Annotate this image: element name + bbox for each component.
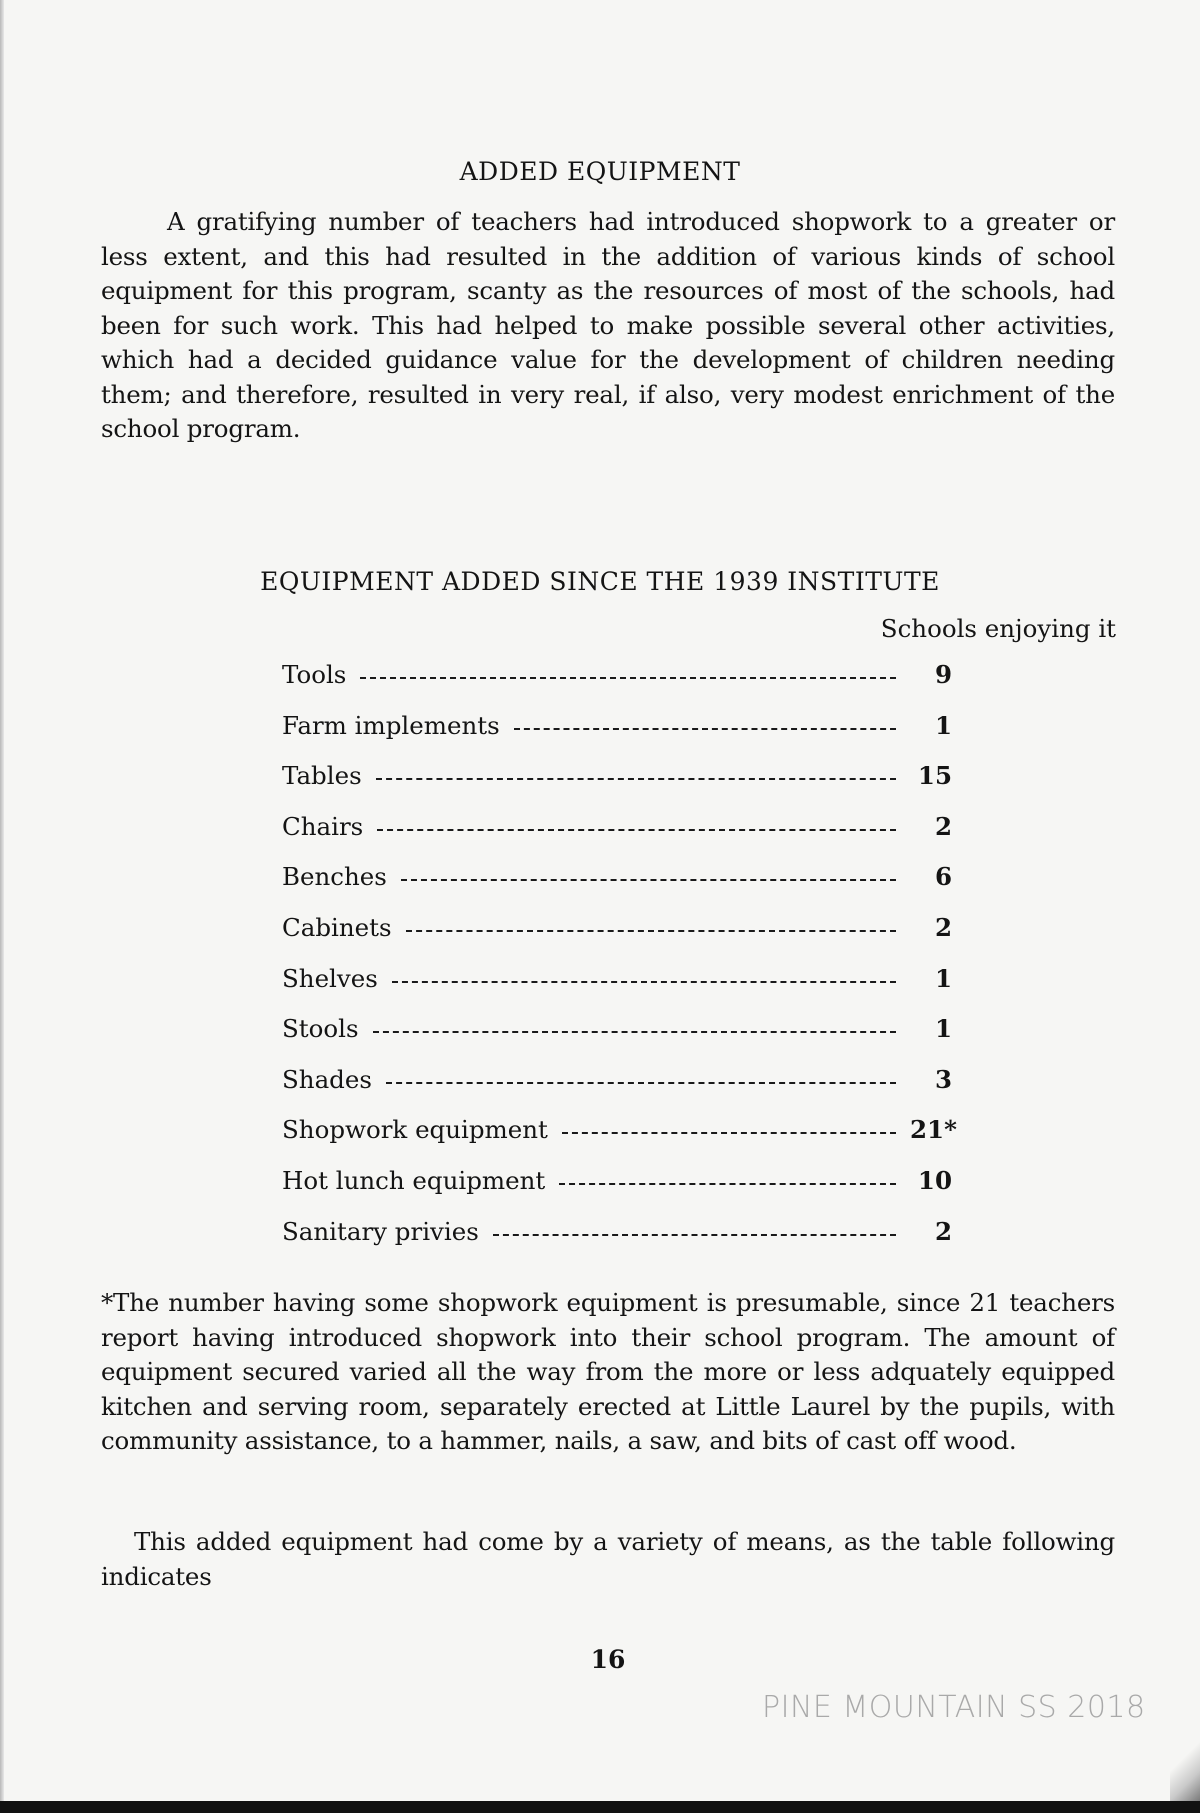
item-count: 6 — [934, 862, 952, 892]
item-label: Shades — [282, 1064, 372, 1094]
table-row — [282, 964, 952, 1015]
column-header: Schools enjoying it — [880, 614, 1116, 643]
item-count: 1 — [934, 1014, 952, 1044]
dot-leader — [360, 677, 896, 679]
item-label: Shopwork equipment — [282, 1115, 548, 1145]
footnote: *The number having some shopwork equipment is presumable, since 21 teachers report having introduced shopwork into their school program. The amount of equipment secured varied all the way from the more or less adquately equipped kitchen and serving room, separately erected at Little Laurel by the pupils, with community assistance, to a hammer, nails, a saw, and bits of cast off wood. — [101, 1288, 1115, 1455]
item-label: Tools — [282, 660, 347, 689]
dot-leader — [514, 728, 896, 730]
item-count: 10 — [917, 1165, 952, 1195]
table-row — [282, 711, 952, 762]
intro-paragraph: A gratifying number of teachers had introduced shopwork to a greater or less extent, and this had resulted in the addition of various kinds of school equipment for this program, scanty as the resources of most of the schools, had been for such work. This had helped to make possible several other activities, which had a decided guidance value for the development of children needing them; and therefore, resulted in very real, if also, very modest enrichment of the school program. — [101, 207, 1115, 443]
item-label: Tables — [282, 761, 362, 791]
section-title: ADDED EQUIPMENT — [459, 156, 741, 186]
dot-leader — [401, 879, 896, 881]
dot-leader — [559, 1183, 896, 1185]
item-count: 3 — [934, 1064, 952, 1094]
table-row — [282, 1115, 957, 1166]
dot-leader — [562, 1132, 896, 1134]
table-title: EQUIPMENT ADDED SINCE THE 1939 INSTITUTE — [260, 566, 940, 596]
item-count: 2 — [934, 1216, 952, 1246]
item-label: Chairs — [282, 811, 364, 841]
item-label: Farm implements — [282, 710, 500, 740]
watermark: PINE MOUNTAIN SS 2018 — [762, 1690, 1146, 1725]
item-label: Sanitary privies — [282, 1216, 479, 1246]
table-row — [282, 862, 952, 913]
table-row — [282, 1166, 952, 1217]
item-label: Benches — [282, 862, 387, 892]
table-row — [282, 761, 952, 812]
dot-leader — [406, 930, 896, 932]
table-row — [282, 812, 952, 863]
table-row — [282, 913, 952, 964]
dot-leader — [376, 778, 896, 780]
item-count: 1 — [934, 963, 952, 993]
item-count: 9 — [934, 660, 952, 689]
closing-paragraph: This added equipment had come by a variety of means, as the table following indicates — [101, 1527, 1115, 1591]
dot-leader — [386, 1082, 896, 1084]
item-count: 21* — [910, 1115, 957, 1145]
table-row — [282, 1217, 952, 1268]
table-row — [282, 1065, 952, 1116]
page-curl — [1170, 1731, 1200, 1801]
item-label: Shelves — [282, 963, 378, 993]
dot-leader — [493, 1234, 896, 1236]
item-label: Stools — [282, 1014, 359, 1044]
item-count: 15 — [917, 761, 952, 791]
dot-leader — [377, 829, 896, 831]
page-number: 16 — [590, 1645, 626, 1674]
item-count: 2 — [934, 811, 952, 841]
page-edge — [0, 0, 4, 1813]
equipment-table — [282, 660, 957, 1267]
table-row — [282, 1014, 952, 1065]
item-count: 1 — [934, 710, 952, 740]
dot-leader — [373, 1031, 896, 1033]
page-bottom-edge — [0, 1801, 1200, 1813]
dot-leader — [392, 981, 896, 983]
item-label: Cabinets — [282, 912, 392, 942]
table-row — [282, 660, 952, 711]
item-label: Hot lunch equipment — [282, 1165, 546, 1195]
item-count: 2 — [934, 912, 952, 942]
